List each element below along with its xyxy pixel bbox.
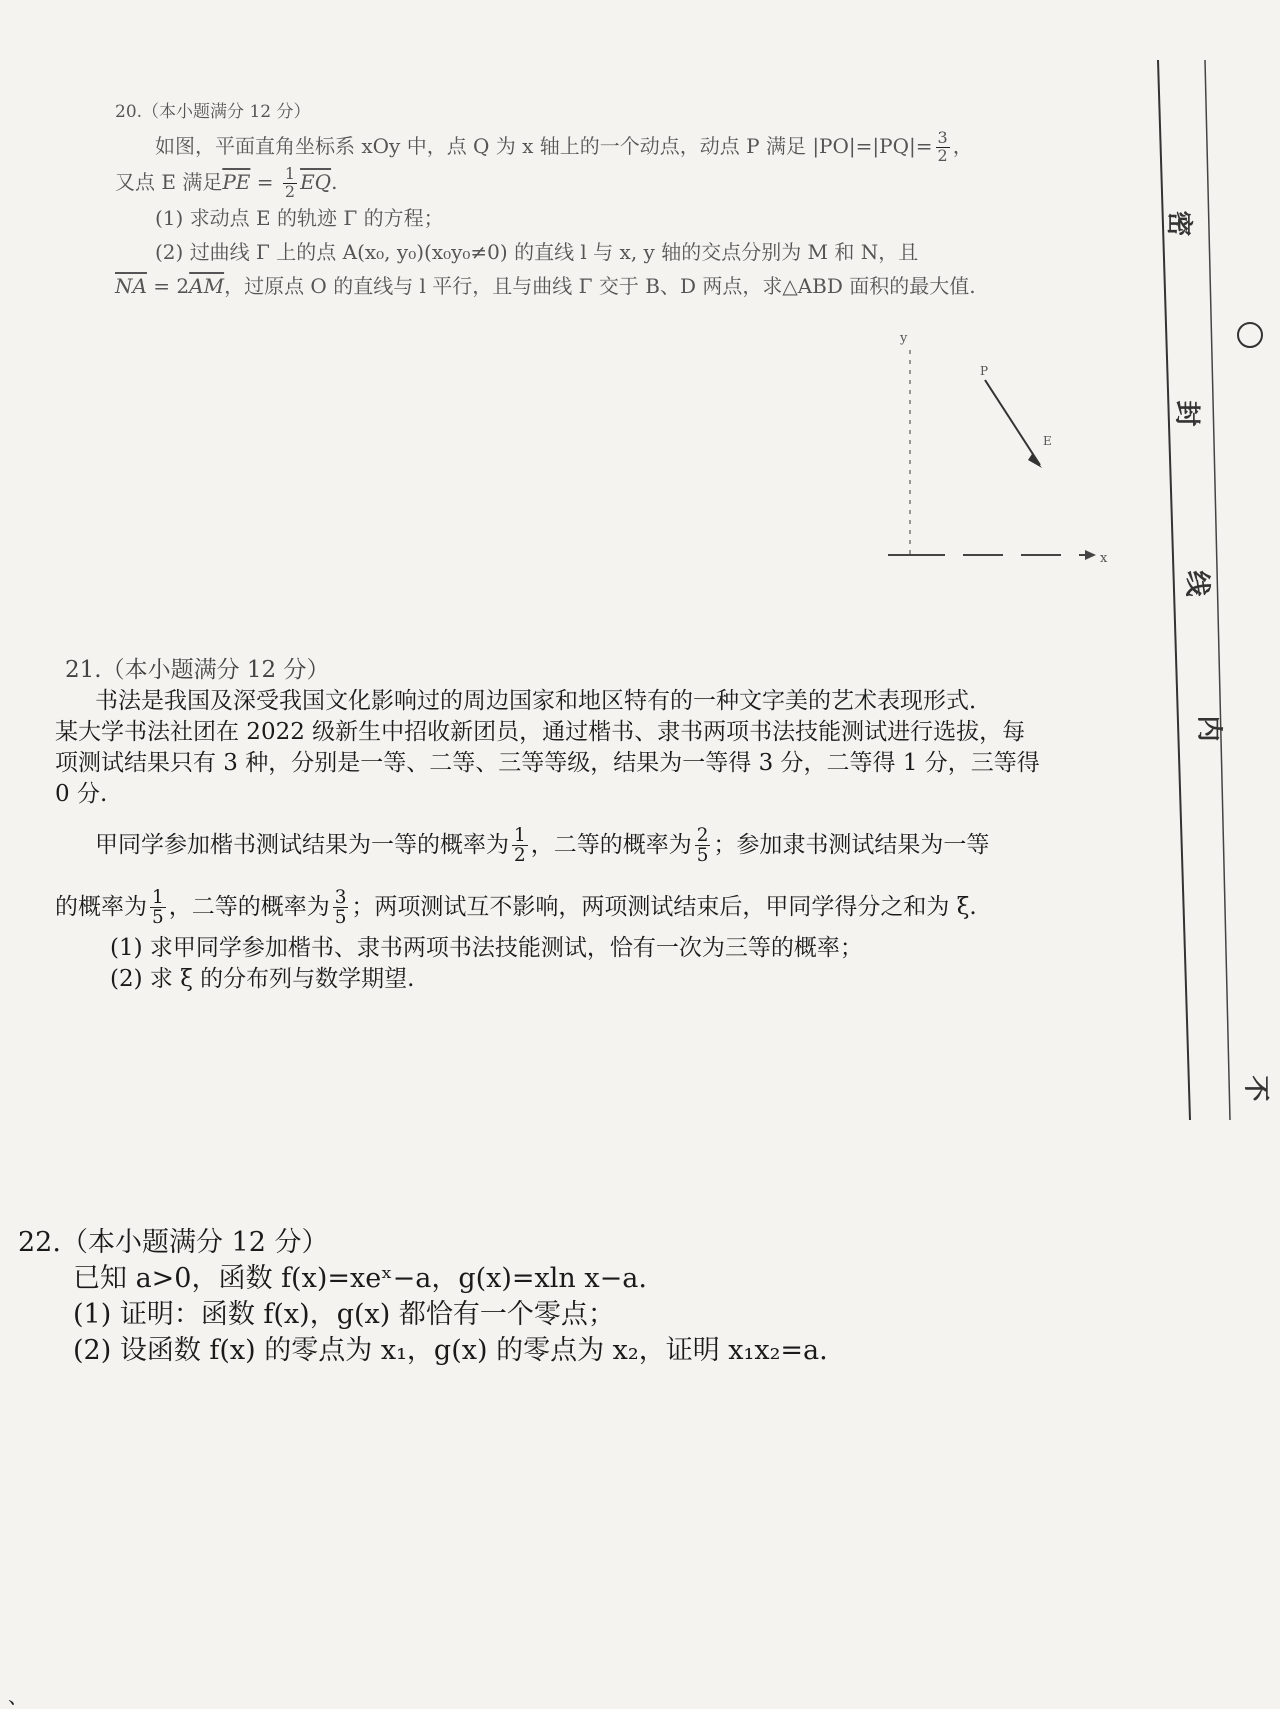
vector-pe: $\overline{PE}$: [222, 169, 251, 194]
seal-circle-icon: [1238, 323, 1262, 347]
question-21-title: 21.（本小题满分 12 分）: [65, 657, 330, 683]
fraction: [333, 888, 349, 928]
question-20: [115, 95, 1155, 303]
q20-mid: = 2: [146, 273, 190, 298]
question-22-given: 已知 a>0，函数 f(x)=xeˣ−a，g(x)=xln x−a.: [73, 1263, 647, 1294]
question-20-part-1: (1) 求动点 E 的轨迹 Γ 的方程；: [155, 205, 444, 230]
q20-text-1-end: ，: [952, 134, 973, 158]
q21-text: ；参加隶书测试结果为一等: [713, 831, 990, 858]
q20-text-2: 又点 E 满足: [115, 169, 223, 194]
question-21-prob-line-1: [55, 826, 1205, 866]
question-20-title: 20.（本小题满分 12 分）: [115, 102, 311, 122]
fraction-denominator: 2: [514, 845, 526, 867]
fraction-numerator: 3: [937, 128, 948, 148]
x-axis-arrow: [1085, 550, 1096, 560]
q21-text: ，二等的概率为: [168, 893, 330, 920]
equals-sign: =: [250, 169, 280, 194]
fraction-denominator: 5: [152, 906, 164, 928]
question-21: [55, 655, 1205, 995]
question-21-para-2: 某大学书法社团在 2022 级新生中招收新团员，通过楷书、隶书两项书法技能测试进行选拔，每: [55, 719, 1026, 745]
fraction-numerator: 3: [334, 886, 347, 908]
seal-margin: [1150, 60, 1280, 1120]
question-22: [18, 1225, 1118, 1369]
fraction-denominator: 2: [284, 181, 296, 201]
fraction: [150, 888, 166, 928]
fraction-denominator: 5: [334, 906, 347, 928]
seal-char-2: 封: [1171, 400, 1202, 427]
fraction: [512, 826, 528, 866]
fraction-numerator: 1: [284, 164, 296, 183]
seal-char-1: 密: [1163, 210, 1194, 237]
question-21-part-1: (1) 求甲同学参加楷书、隶书两项书法技能测试，恰有一次为三等的概率；: [110, 935, 863, 962]
question-22-title: 22.（本小题满分 12 分）: [18, 1227, 329, 1258]
vector-na: $\overline{NA}$: [115, 273, 147, 298]
question-20-line-2: [115, 165, 1155, 201]
q20-text-1: 如图，平面直角坐标系 xOy 中，点 Q 为 x 轴上的一个动点，动点 P 满足 |PO|=|PQ|=: [155, 134, 933, 158]
question-20-part-2: (2) 过曲线 Γ 上的点 A(x₀, y₀)(x₀y₀≠0) 的直线 l 与 x, y 轴的交点分别为 M 和 N，且: [155, 239, 919, 264]
q21-text: 甲同学参加楷书测试结果为一等的概率为: [95, 831, 509, 858]
question-21-para-4: 0 分.: [55, 781, 108, 807]
q20-part-2-end: ，过原点 O 的直线与 l 平行，且与曲线 Γ 交于 B、D 两点，求△ABD 面积的最大值.: [224, 273, 976, 298]
seal-char-4: 内: [1193, 715, 1224, 742]
fraction-denominator: 2: [937, 146, 948, 165]
coordinate-diagram: [860, 330, 1190, 580]
p-label: P: [980, 364, 989, 378]
question-21-para-1: 书法是我国及深受我国文化影响过的周边国家和地区特有的一种文字美的艺术表现形式．: [95, 688, 992, 714]
seal-char-3: 线: [1181, 570, 1212, 597]
segment-pq: [985, 380, 1040, 465]
vector-am: $\overline{AM}$: [189, 273, 225, 298]
fraction-numerator: 1: [152, 886, 164, 908]
question-22-part-2: (2) 设函数 f(x) 的零点为 x₁，g(x) 的零点为 x₂，证明 x₁x₂=a.: [73, 1335, 828, 1366]
fraction: [695, 826, 711, 866]
fraction-numerator: 2: [696, 825, 709, 846]
fraction-numerator: 1: [514, 825, 526, 846]
e-label: E: [1043, 434, 1052, 448]
seal-char-5: 不: [1240, 1075, 1271, 1102]
y-label: y: [900, 331, 908, 346]
q21-text: ，二等的概率为: [530, 831, 692, 858]
question-20-line-1: [115, 129, 1155, 165]
corner-mark: 、: [8, 1684, 28, 1708]
question-22-part-1: (1) 证明：函数 f(x)，g(x) 都恰有一个零点；: [73, 1299, 615, 1330]
q21-text: 的概率为: [55, 893, 147, 920]
question-20-part-2-cont: [115, 269, 1155, 303]
q20-period: .: [331, 169, 338, 194]
q21-text: ；两项测试互不影响，两项测试结束后，甲同学得分之和为 ξ.: [351, 893, 977, 920]
question-21-para-3: 项测试结果只有 3 种，分别是一等、二等、三等等级，结果为一等得 3 分，二等得 1 分，三等得: [55, 750, 1040, 776]
question-21-prob-line-2: [55, 888, 1205, 928]
vector-eq: $\overline{EQ}$: [300, 169, 332, 194]
q20-fraction-1-2: [283, 166, 297, 201]
question-21-part-2: (2) 求 ξ 的分布列与数学期望.: [110, 966, 415, 993]
fraction-denominator: 5: [696, 845, 709, 867]
x-label: x: [1100, 551, 1108, 566]
q20-fraction-3-2: [936, 130, 950, 165]
